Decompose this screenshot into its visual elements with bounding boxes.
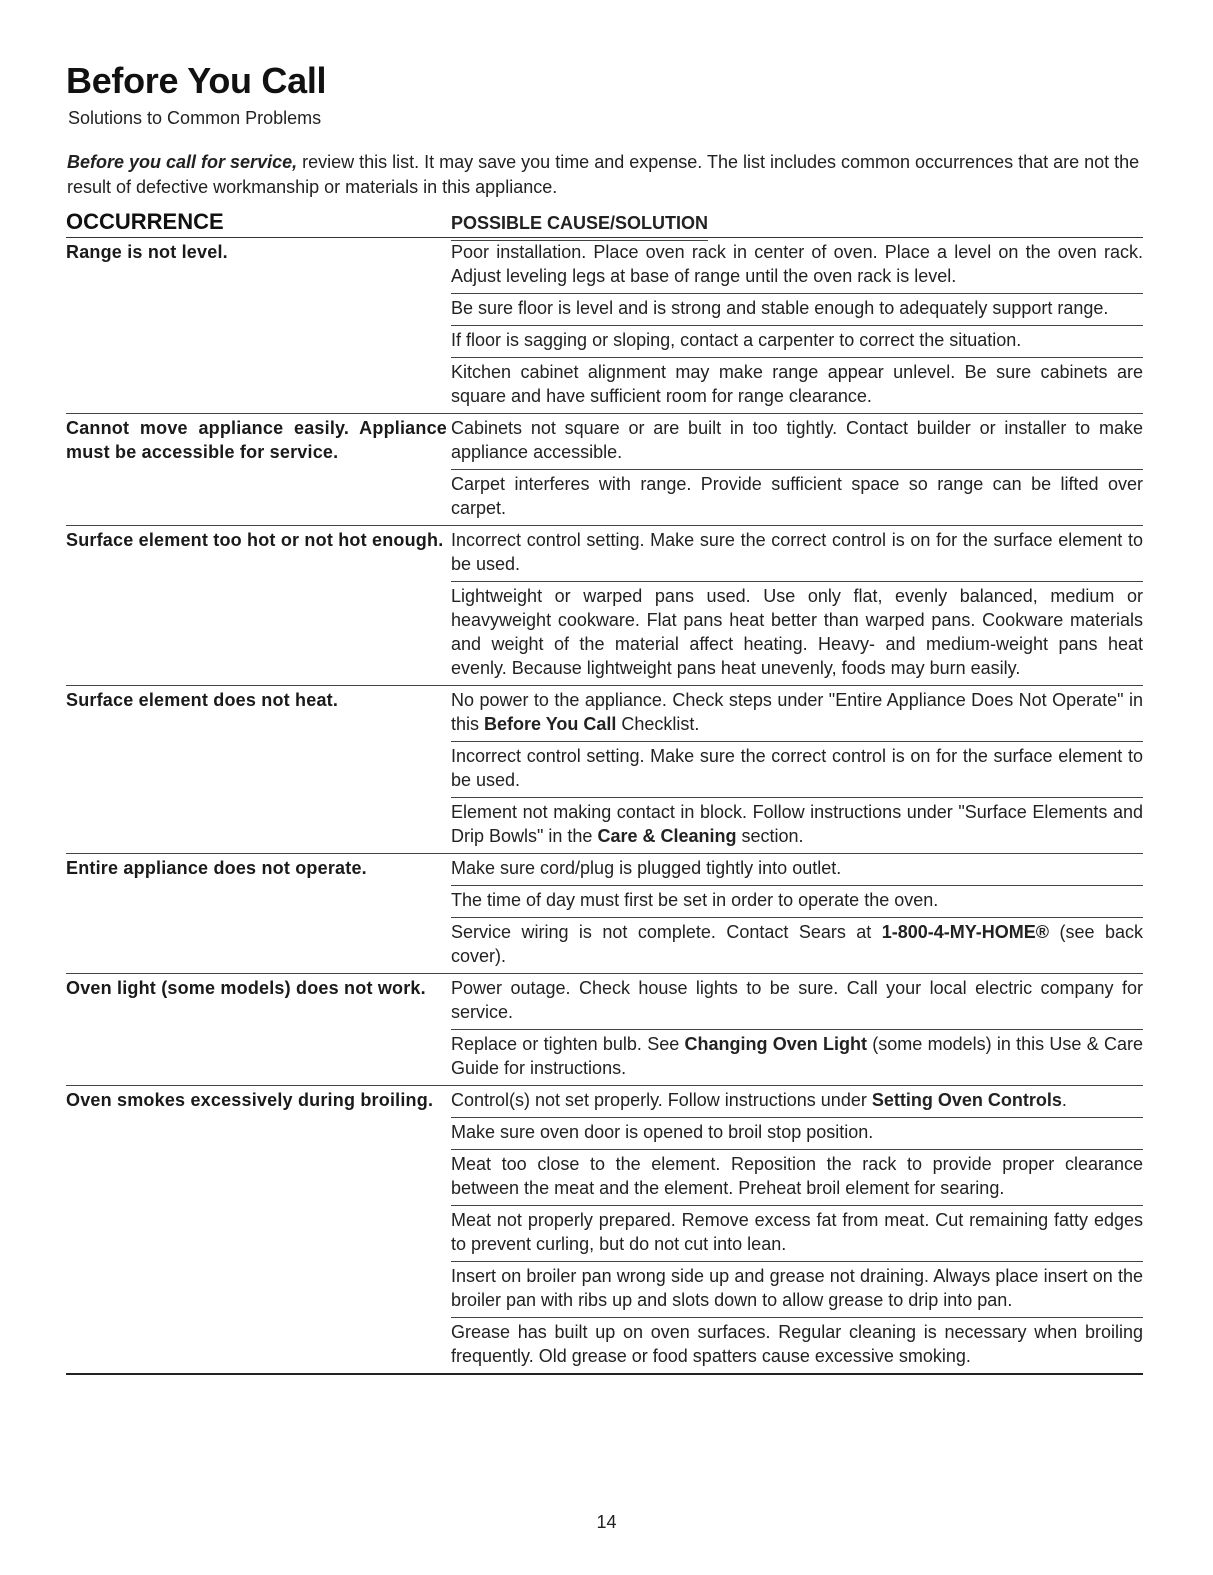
solution-item bbox=[451, 1206, 1143, 1262]
solution-item bbox=[451, 918, 1143, 973]
solution-text: Control(s) not set properly. Follow instructions under bbox=[451, 1090, 872, 1110]
solution-text: Poor installation. Place oven rack in center of oven. Place a level on the oven rack. Adjust leveling legs at base of range until the oven rack is level. bbox=[451, 242, 1143, 286]
solution-item bbox=[451, 414, 1143, 470]
table-row bbox=[66, 686, 1143, 854]
solution-text: Replace or tighten bulb. See bbox=[451, 1034, 685, 1054]
solution-cell bbox=[451, 974, 1143, 1085]
solution-text: Service wiring is not complete. Contact Sears at bbox=[451, 922, 882, 942]
occurrence-cell: Surface element too hot or not hot enough. bbox=[66, 530, 444, 550]
solution-item bbox=[451, 686, 1143, 742]
solution-text: Make sure oven door is opened to broil stop position. bbox=[451, 1122, 874, 1142]
solution-text: Make sure cord/plug is plugged tightly into outlet. bbox=[451, 858, 842, 878]
solution-text: . bbox=[1061, 1090, 1067, 1110]
solution-text: Cabinets not square or are built in too tightly. Contact builder or installer to make appliance accessible. bbox=[451, 418, 1143, 462]
column-header-solution: POSSIBLE CAUSE/SOLUTION bbox=[451, 209, 708, 241]
table-row bbox=[66, 854, 1143, 974]
intro-text: review this list. It may save you time and expense. The list includes common occurrences that are not the result of defective workmanship or materials in this appliance. bbox=[67, 152, 1140, 197]
solution-text: No power to the appliance. Check steps under "Entire Appliance Does Not Operate" in this bbox=[451, 690, 1143, 734]
solution-item bbox=[451, 470, 1143, 525]
table-row bbox=[66, 238, 1143, 414]
solution-text: Incorrect control setting. Make sure the correct control is on for the surface element to be used. bbox=[451, 746, 1143, 790]
solution-text: If floor is sagging or sloping, contact a carpenter to correct the situation. bbox=[451, 330, 1022, 350]
solution-text: Insert on broiler pan wrong side up and grease not draining. Always place insert on the broiler pan with ribs up and slots down to allow grease to drip into pan. bbox=[451, 1266, 1143, 1310]
page-number: 14 bbox=[596, 1512, 617, 1532]
intro-paragraph bbox=[67, 150, 1147, 200]
solution-text: Power outage. Check house lights to be sure. Call your local electric company for service. bbox=[451, 978, 1143, 1022]
occurrence-cell: Cannot move appliance easily. Appliance must be accessible for service. bbox=[66, 418, 447, 462]
solution-emphasis: Before You Call bbox=[484, 714, 617, 734]
solution-text: Kitchen cabinet alignment may make range appear unlevel. Be sure cabinets are square and have sufficient room for range clearance. bbox=[451, 362, 1143, 406]
occurrence-cell: Entire appliance does not operate. bbox=[66, 858, 367, 878]
page-title: Before You Call bbox=[66, 60, 327, 101]
solution-text: (see back cover). bbox=[451, 922, 1143, 966]
solution-text: Grease has built up on oven surfaces. Regular cleaning is necessary when broiling frequently. Old grease or food spatters cause excessive smoking. bbox=[451, 1322, 1143, 1366]
solution-emphasis: 1-800-4-MY-HOME® bbox=[881, 922, 1050, 942]
solution-text: Checklist. bbox=[616, 714, 700, 734]
solution-item bbox=[451, 854, 1143, 886]
solution-item bbox=[451, 886, 1143, 918]
table-row bbox=[66, 974, 1143, 1086]
solution-emphasis: Setting Oven Controls bbox=[871, 1090, 1062, 1110]
solution-item bbox=[451, 1262, 1143, 1318]
column-header-occurrence: OCCURRENCE bbox=[66, 209, 224, 234]
solution-cell bbox=[451, 414, 1143, 525]
solution-text: Be sure floor is level and is strong and stable enough to adequately support range. bbox=[451, 298, 1109, 318]
solution-item bbox=[451, 1030, 1143, 1085]
intro-lead: Before you call for service, bbox=[67, 152, 298, 172]
solution-item bbox=[451, 1150, 1143, 1206]
occurrence-cell: Range is not level. bbox=[66, 242, 228, 262]
solution-item bbox=[451, 1318, 1143, 1373]
solution-text: (some models) in this Use & Care Guide for instructions. bbox=[451, 1034, 1143, 1078]
solution-emphasis: Changing Oven Light bbox=[684, 1034, 868, 1054]
table-row bbox=[66, 1086, 1143, 1375]
occurrence-cell: Oven light (some models) does not work. bbox=[66, 978, 426, 998]
solution-text: section. bbox=[736, 826, 804, 846]
solution-item bbox=[451, 238, 1143, 294]
solution-cell bbox=[451, 1086, 1143, 1373]
solution-text: Meat not properly prepared. Remove excess fat from meat. Cut remaining fatty edges to prevent curling, but do not cut into lean. bbox=[451, 1210, 1143, 1254]
solution-item bbox=[451, 974, 1143, 1030]
solution-item bbox=[451, 326, 1143, 358]
troubleshooting-table bbox=[66, 238, 1143, 1375]
solution-item bbox=[451, 1086, 1143, 1118]
solution-item bbox=[451, 1118, 1143, 1150]
solution-text: The time of day must first be set in order to operate the oven. bbox=[451, 890, 939, 910]
solution-item bbox=[451, 294, 1143, 326]
page-subtitle: Solutions to Common Problems bbox=[68, 108, 322, 128]
solution-cell bbox=[451, 238, 1143, 413]
solution-item bbox=[451, 798, 1143, 853]
solution-text: Element not making contact in block. Follow instructions under "Surface Elements and Drip Bowls" in the bbox=[451, 802, 1143, 846]
occurrence-cell: Oven smokes excessively during broiling. bbox=[66, 1090, 434, 1110]
occurrence-cell: Surface element does not heat. bbox=[66, 690, 339, 710]
solution-text: Lightweight or warped pans used. Use only flat, evenly balanced, medium or heavyweight cookware. Flat pans heat better than warped pans. Cookware materials and weight of the material affect heating. Heavy- and medium-weight pans heat evenly. Because lightweight pans heat unevenly, foods may burn easily. bbox=[451, 586, 1143, 678]
solution-text: Carpet interferes with range. Provide sufficient space so range can be lifted over carpet. bbox=[451, 474, 1143, 518]
solution-text: Incorrect control setting. Make sure the correct control is on for the surface element to be used. bbox=[451, 530, 1143, 574]
solution-cell bbox=[451, 526, 1143, 685]
solution-item bbox=[451, 582, 1143, 685]
solution-item bbox=[451, 358, 1143, 413]
solution-item bbox=[451, 526, 1143, 582]
table-row bbox=[66, 414, 1143, 526]
solution-emphasis: Care & Cleaning bbox=[597, 826, 737, 846]
solution-cell bbox=[451, 854, 1143, 973]
solution-text: Meat too close to the element. Reposition the rack to provide proper clearance between the meat and the element. Preheat broil element for searing. bbox=[451, 1154, 1143, 1198]
table-row bbox=[66, 526, 1143, 686]
solution-item bbox=[451, 742, 1143, 798]
solution-cell bbox=[451, 686, 1143, 853]
